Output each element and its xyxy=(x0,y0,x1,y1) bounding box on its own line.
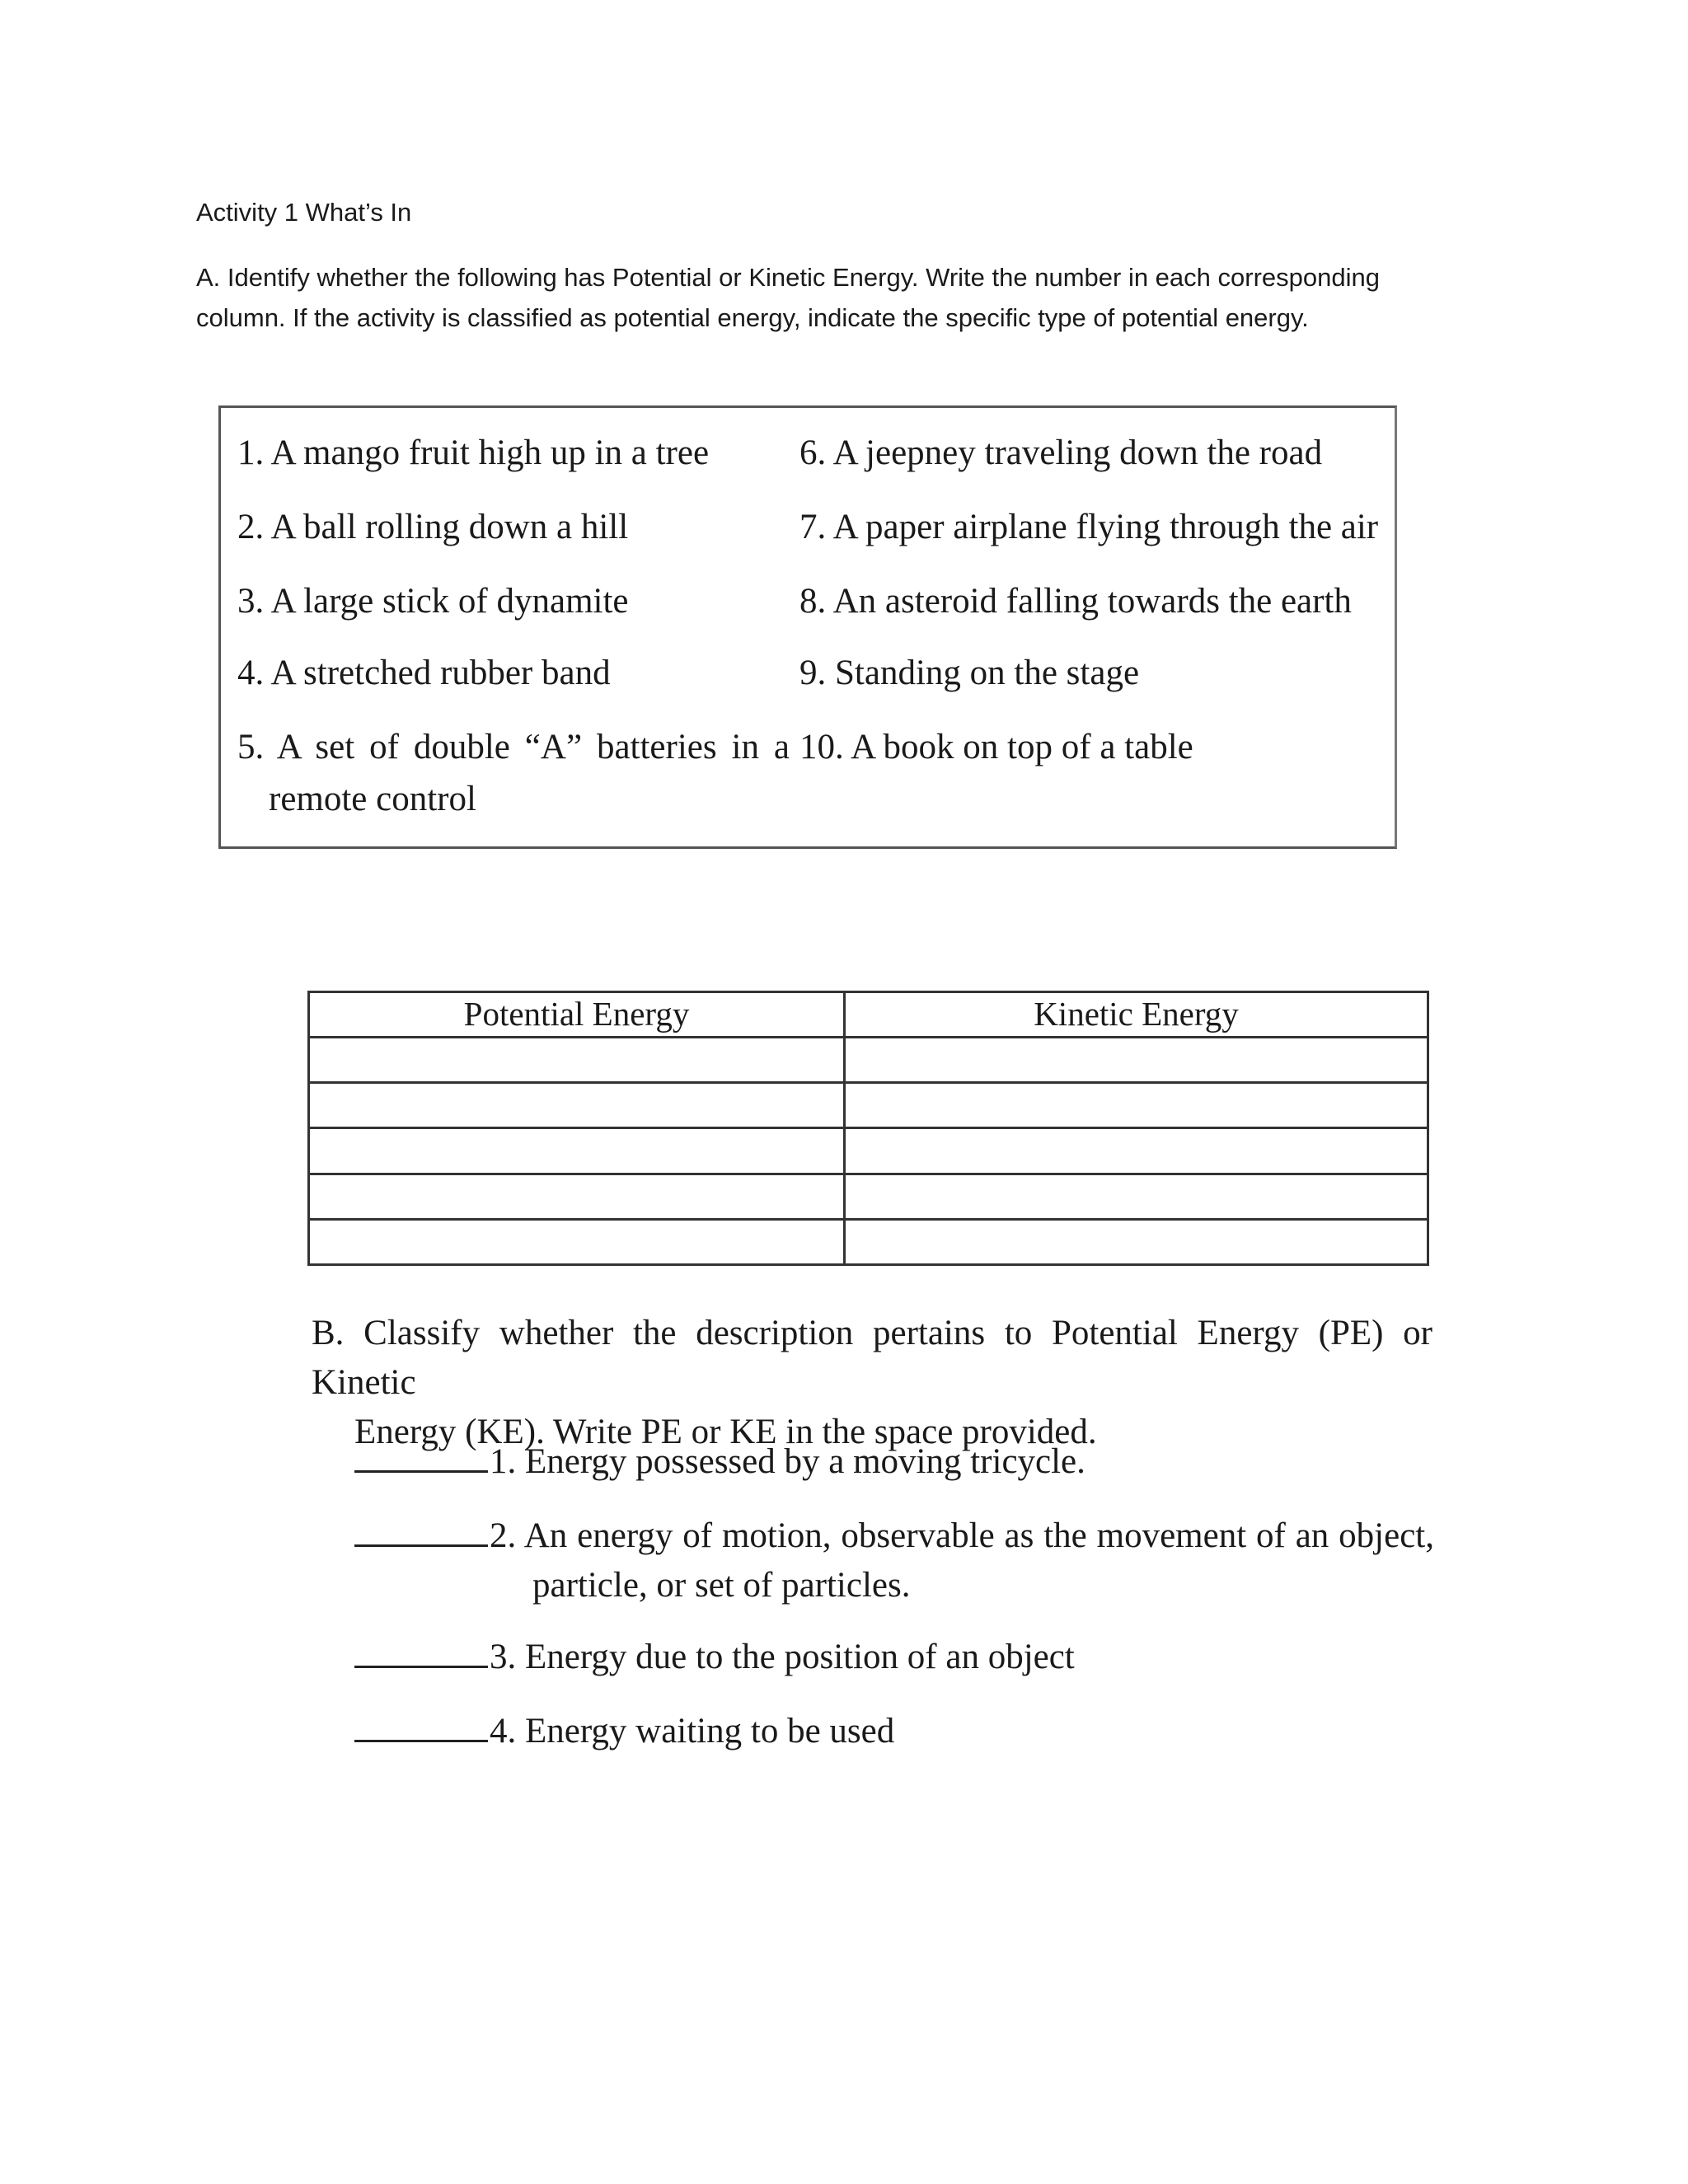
answer-blank[interactable] xyxy=(354,1702,488,1742)
kinetic-energy-header: Kinetic Energy xyxy=(845,992,1428,1038)
potential-energy-cell[interactable] xyxy=(309,1174,845,1219)
question-2 xyxy=(354,1507,1434,1610)
kinetic-energy-cell[interactable] xyxy=(845,1219,1428,1264)
question-text: 2. An energy of motion, observable as the movement of an object, xyxy=(490,1516,1434,1555)
answer-blank[interactable] xyxy=(354,1432,488,1473)
item-1: 1. A mango fruit high up in a tree xyxy=(237,434,710,472)
part-b-instruction-line-1: B. Classify whether the description pertains to Potential Energy (PE) or Kinetic xyxy=(312,1314,1432,1402)
items-box xyxy=(218,405,1397,849)
item-6: 6. A jeepney traveling down the road xyxy=(799,434,1323,472)
energy-classification-table xyxy=(307,991,1429,1266)
question-2-continuation: particle, or set of particles. xyxy=(532,1566,911,1605)
item-3: 3. A large stick of dynamite xyxy=(237,582,629,621)
item-5: 5. A set of double “A” batteries in a xyxy=(237,728,790,766)
answer-blank[interactable] xyxy=(354,1507,488,1547)
item-2: 2. A ball rolling down a hill xyxy=(237,508,629,546)
potential-energy-cell[interactable] xyxy=(309,1083,845,1128)
item-10: 10. A book on top of a table xyxy=(799,728,1193,766)
question-text: 1. Energy possessed by a moving tricycle. xyxy=(490,1442,1085,1481)
kinetic-energy-cell[interactable] xyxy=(845,1038,1428,1083)
question-4 xyxy=(354,1702,894,1756)
kinetic-energy-cell[interactable] xyxy=(845,1128,1428,1174)
kinetic-energy-cell[interactable] xyxy=(845,1174,1428,1219)
item-7: 7. A paper airplane flying through the air xyxy=(799,508,1379,546)
question-1 xyxy=(354,1432,1085,1487)
activity-title: Activity 1 What’s In xyxy=(196,198,412,227)
part-a-instructions: A. Identify whether the following has Potential or Kinetic Energy. Write the number in each corresponding column. If the activity is classified as potential energy, indicate the specific type of potential energy. xyxy=(196,263,1380,332)
item-9: 9. Standing on the stage xyxy=(799,654,1140,692)
item-4: 4. A stretched rubber band xyxy=(237,654,611,692)
question-text: 4. Energy waiting to be used xyxy=(490,1712,895,1750)
potential-energy-cell[interactable] xyxy=(309,1219,845,1264)
answer-blank[interactable] xyxy=(354,1628,488,1668)
part-b-instruction-line-2: Energy (KE). Write PE or KE in the space provided. xyxy=(354,1413,1097,1451)
potential-energy-cell[interactable] xyxy=(309,1128,845,1174)
question-text: 3. Energy due to the position of an object xyxy=(490,1638,1075,1676)
question-3 xyxy=(354,1628,1075,1682)
potential-energy-header: Potential Energy xyxy=(309,992,845,1038)
kinetic-energy-cell[interactable] xyxy=(845,1083,1428,1128)
item-8: 8. An asteroid falling towards the earth xyxy=(799,582,1352,621)
item-5-continuation: remote control xyxy=(269,780,476,818)
potential-energy-cell[interactable] xyxy=(309,1038,845,1083)
